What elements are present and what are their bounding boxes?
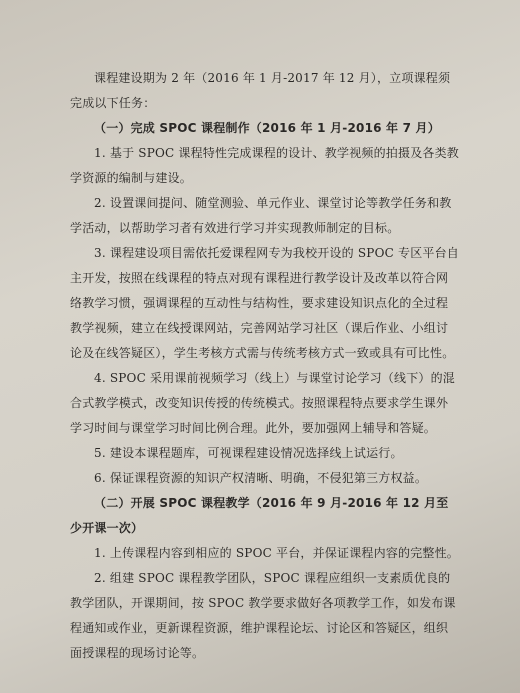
section1-item-3: 3. 课程建设项目需依托爱课程网专为我校开设的 SPOC 专区平台自主开发，按照在线课程的特点对现有课程进行教学设计及改革以符合网络教学习惯，强调课程的互动性与结构性，要求建设知识点化的全过程教学视频，建立在线授课网站，完善网站学习社区（课后作业、小组讨论及在线答疑区），学生考核方式需与传统考核方式一致或具有可比性。 [70,246,460,360]
section1-item-4: 4. SPOC 采用课前视频学习（线上）与课堂讨论学习（线下）的混合式教学模式，改变知识传授的传统模式。按照课程特点要求学生课外学习时间与课堂学习时间比例合理。此外，要加强网上辅导和答疑。 [70,371,455,435]
section2-item-2: 2. 组建 SPOC 课程教学团队，SPOC 课程应组织一支素质优良的教学团队，开课期间，按 SPOC 教学要求做好各项教学工作，如发布课程通知或作业，更新课程资源，维护课程论坛、讨论区和答疑区，组织面授课程的现场讨论等。 [70,571,456,660]
section1-heading: （一）完成 SPOC 课程制作（2016 年 1 月-2016 年 7 月） [94,121,440,135]
intro-paragraph: 课程建设期为 2 年（2016 年 1 月-2017 年 12 月），立项课程须完成以下任务： [70,71,451,110]
section2-item-1: 1. 上传课程内容到相应的 SPOC 平台，并保证课程内容的完整性。 [94,546,460,560]
section1-item-1: 1. 基于 SPOC 课程特性完成课程的设计、教学视频的拍摄及各类教学资源的编制与建设。 [70,146,460,185]
section1-item-2: 2. 设置课间提问、随堂测验、单元作业、课堂讨论等教学任务和教学活动，以帮助学习者有效进行学习并实现教师制定的目标。 [70,196,452,235]
section1-item-5: 5. 建设本课程题库，可视课程建设情况选择线上试运行。 [94,446,403,460]
section1-item-6: 6. 保证课程资源的知识产权清晰、明确，不侵犯第三方权益。 [94,471,428,485]
section2-heading: （二）开展 SPOC 课程教学（2016 年 9 月-2016 年 12 月至少开课一次） [70,496,449,535]
